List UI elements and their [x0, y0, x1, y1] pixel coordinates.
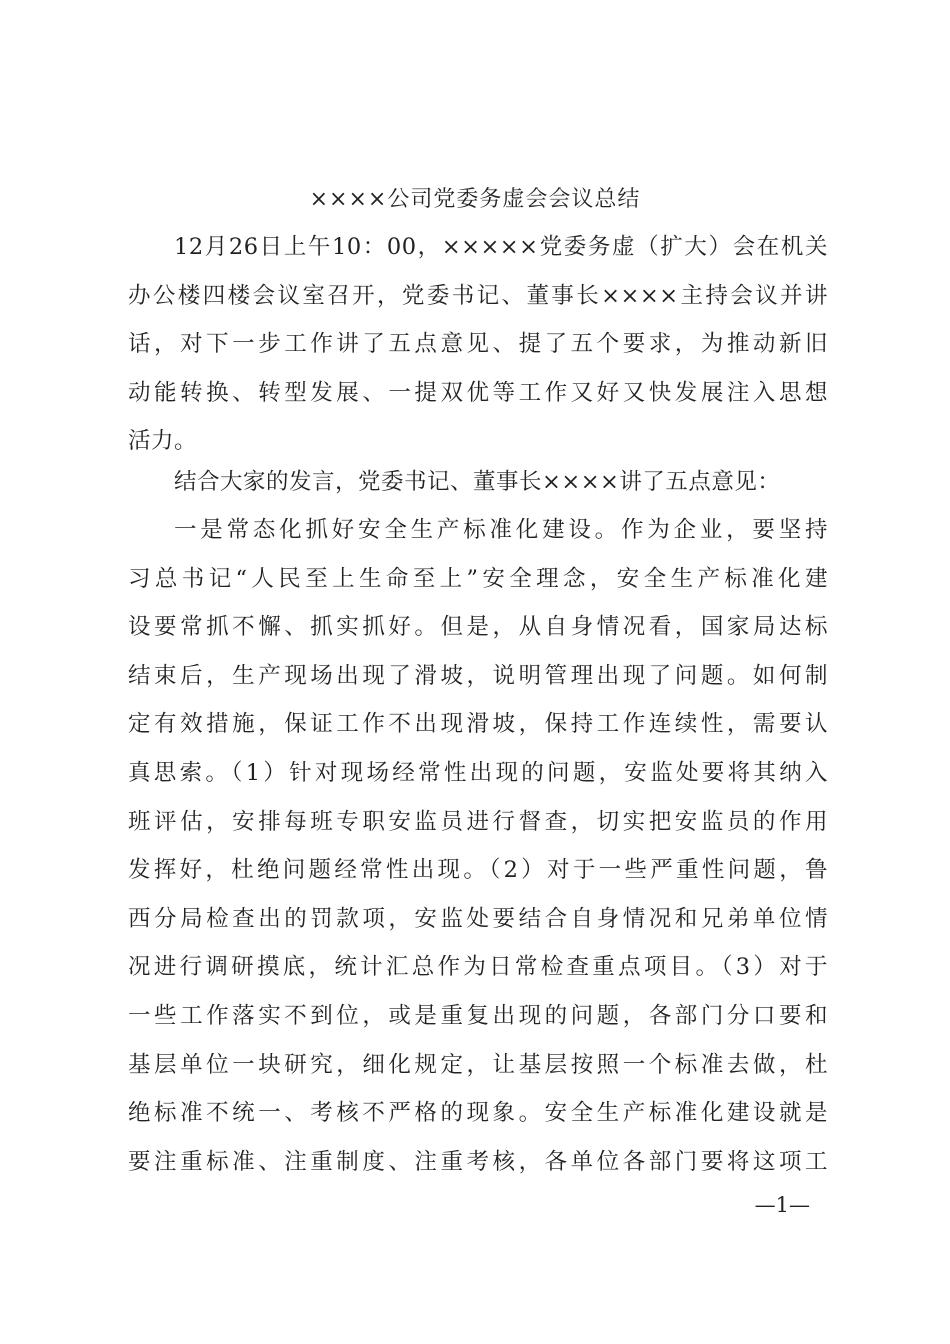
paragraph-five-opinions: [128, 458, 828, 507]
paragraph-line: 结束后，生产现场出现了滑坡，说明管理出现了问题。如何制: [128, 662, 828, 689]
paragraph-line: 基层单位一块研究，细化规定，让基层按照一个标准去做，杜: [128, 1051, 828, 1078]
paragraph-line: 发挥好，杜绝问题经常性出现。（2）对于一些严重性问题，鲁: [128, 857, 828, 884]
paragraph-line: 定有效措施，保证工作不出现滑坡，保持工作连续性，需要认: [128, 711, 828, 738]
paragraph-line: 一是常态化抓好安全生产标准化建设。作为企业，要坚持: [174, 517, 828, 543]
paragraph-line: 习总书记“人民至上生命至上”安全理念，安全生产标准化建: [128, 565, 828, 592]
paragraph-line: 办公楼四楼会议室召开，党委书记、董事长××××主持会议并讲: [128, 282, 828, 309]
paragraph-line: 12月26日上午10：00，×××××党委务虚（扩大）会在机关: [174, 234, 828, 260]
page-number: —1—: [754, 1193, 810, 1217]
paragraph-line: 活力。: [128, 428, 198, 455]
paragraph-line: 话，对下一步工作讲了五点意见、提了五个要求，为推动新旧: [128, 331, 828, 358]
paragraph-line: 况进行调研摸底，统计汇总作为日常检查重点项目。（3）对于: [128, 954, 828, 981]
paragraph-line: 设要常抓不懈、抓实抓好。但是，从自身情况看，国家局达标: [128, 614, 828, 641]
paragraph-line: 绝标准不统一、考核不严格的现象。安全生产标准化建设就是: [128, 1100, 828, 1127]
paragraph-line: 班评估，安排每班专职安监员进行督查，切实把安监员的作用: [128, 808, 828, 835]
paragraph-safety-standardization: [128, 506, 828, 1186]
paragraph-line: 西分局检查出的罚款项，安监处要结合自身情况和兄弟单位情: [128, 905, 828, 932]
paragraph-meeting-intro: [128, 223, 828, 466]
paragraph-line: 真思索。（1）针对现场经常性出现的问题，安监处要将其纳入: [128, 759, 828, 786]
document-title: ××××公司党委务虚会会议总结: [309, 187, 641, 212]
paragraph-line: 结合大家的发言，党委书记、董事长××××讲了五点意见：: [174, 469, 781, 495]
paragraph-line: 要注重标准、注重制度、注重考核，各单位各部门要将这项工: [128, 1148, 828, 1175]
paragraph-line: 动能转换、转型发展、一提双优等工作又好又快发展注入思想: [128, 379, 828, 406]
paragraph-line: 一些工作落实不到位，或是重复出现的问题，各部门分口要和: [128, 1002, 828, 1029]
